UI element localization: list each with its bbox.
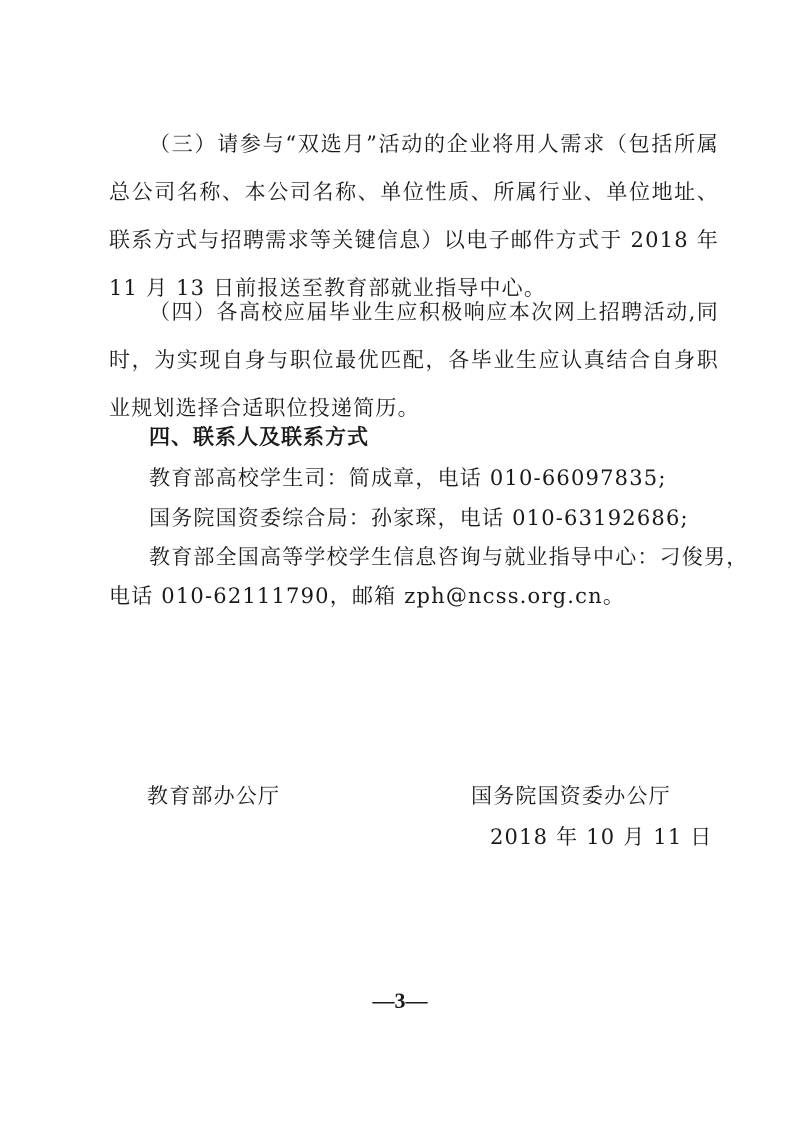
contact-line-1: 教育部高校学生司：简成章，电话 010-66097835;	[149, 466, 667, 490]
signature-left: 教育部办公厅	[147, 784, 281, 808]
contact-line-3-continuation: 电话 010-62111790，邮箱 zph@ncss.org.cn。	[109, 584, 626, 608]
signature-right: 国务院国资委办公厅	[471, 784, 671, 808]
signature-date: 2018 年 10 月 11 日	[490, 825, 713, 849]
contact-line-3: 教育部全国高等学校学生信息咨询与就业指导中心：刁俊男，	[149, 545, 749, 569]
section-heading: 四、联系人及联系方式	[149, 425, 369, 449]
contact-line-2: 国务院国资委综合局：孙家琛，电话 010-63192686;	[149, 506, 689, 530]
paragraph-item-4: （四）各高校应届毕业生应积极响应本次网上招聘活动,同时，为实现自身与职位最优匹配，各毕业生应认真结合自身职业规划选择合适职位投递简历。	[109, 300, 719, 420]
paragraph-item-3: （三）请参与“双选月”活动的企业将用人需求（包括所属总公司名称、本公司名称、单位性质、所属行业、单位地址、联系方式与招聘需求等关键信息）以电子邮件方式于 2018 年 11 月 13 日前报送至教育部就业指导中心。	[109, 132, 719, 300]
page-number: —3—	[372, 988, 428, 1013]
